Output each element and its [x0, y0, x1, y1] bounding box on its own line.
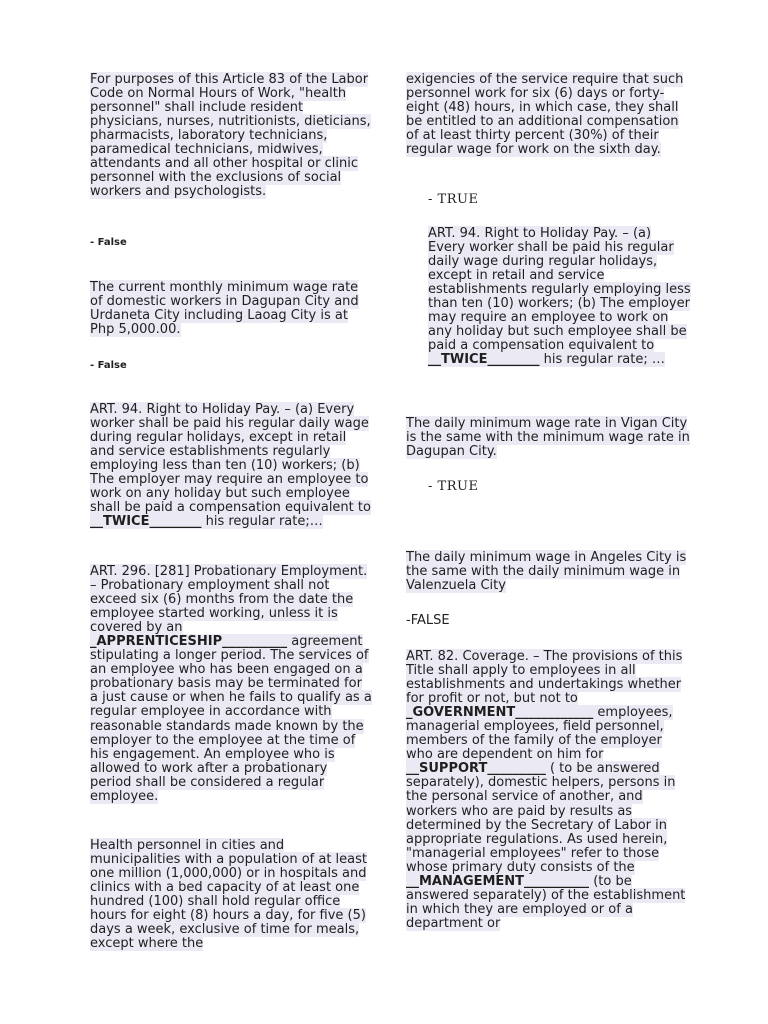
question-text: his regular rate; …: [539, 352, 665, 368]
question-health-hours: [90, 839, 372, 951]
question-probationary: [90, 565, 372, 804]
question-text: ART. 82. Coverage. – The provisions of this Title shall apply to employees in all establishments and undertakings whether for profit or not, but not to: [406, 649, 683, 707]
answer-blank: __TWICE________: [428, 352, 540, 368]
answer-false-1: - False: [90, 237, 127, 248]
question-text: The daily minimum wage rate in Vigan City is the same with the minimum wage rate in Dagupan City.: [406, 416, 690, 460]
question-text: ART. 94. Right to Holiday Pay. – (a) Every worker shall be paid his regular daily wage during regular holidays, except in retail and service establishments regularly employing less than ten (10) workers; (b) The employer may require an employee to work on any holiday but such employee shall be paid a compensation equivalent to: [428, 226, 691, 354]
question-health-hours-continued: [406, 73, 692, 157]
question-text: Health personnel in cities and municipalities with a population of at least one million (1,000,000) or in hospitals and clinics with a bed capacity of at least one hundred (100) shall hold regular office hours for eight (8) hours a day, for five (5) days a week, exclusive of time for meals, except where the: [90, 838, 367, 952]
question-text: ART. 94. Right to Holiday Pay. – (a) Every worker shall be paid his regular daily wage during regular holidays, except in retail and service establishments regularly employing less than ten (10) workers; (b) The employer may require an employee to work on any holiday but such employee shall be paid a compensation equivalent to: [90, 402, 371, 516]
question-vigan-wage: [406, 417, 692, 459]
answer-blank: _GOVERNMENT____________: [406, 705, 594, 721]
answer-true-2: - TRUE: [428, 479, 479, 494]
question-text: The daily minimum wage in Angeles City is the same with the daily minimum wage in Valenzuela City: [406, 550, 687, 594]
answer-false-3: -FALSE: [406, 613, 450, 628]
answer-blank: __SUPPORT_________: [406, 761, 546, 777]
question-coverage: [406, 650, 692, 931]
answer-false-2: - False: [90, 360, 127, 371]
question-text: (to be answered separately) of the establishment in which they are employed or of a department or: [406, 873, 686, 931]
question-text: ( to be answered separately), domestic helpers, persons in the personal service of another, and workers who are paid by results as determined by the Secretary of Labor in appropriate regulations. As used herein, "managerial employees" refer to those whose primary duty consists of the: [406, 761, 676, 875]
question-text: For purposes of this Article 83 of the Labor Code on Normal Hours of Work, "health personnel" shall include resident physicians, nurses, nutritionists, dieticians, pharmacists, laboratory technicians, paramedical technicians, midwives, attendants and all other hospital or clinic personnel with the exclusions of social workers and psychologists.: [90, 72, 371, 200]
answer-blank: __MANAGEMENT__________: [406, 873, 590, 889]
question-text: The current monthly minimum wage rate of domestic workers in Dagupan City and Urdaneta City including Laoag City is at Php 5,000.00.: [90, 280, 359, 338]
question-text: ART. 296. [281] Probationary Employment. – Probationary employment shall not exceed six (6) months from the date the employee started working, unless it is covered by an: [90, 564, 368, 636]
answer-blank: __TWICE________: [90, 514, 202, 530]
question-angeles-wage: [406, 551, 692, 593]
question-text: agreement stipulating a longer period. The services of an employee who has been engaged on a probationary basis may be terminated for a just cause or when he fails to qualify as a regular employee in accordance with reasonable standards made known by the employer to the employee at the time of his engagement. An employee who is allowed to work after a probationary period shall be considered a regular employee.: [90, 634, 372, 804]
question-domestic-wage: [90, 281, 372, 337]
answer-true-1: - TRUE: [428, 192, 479, 207]
question-holiday-pay: [90, 403, 372, 529]
question-health-personnel: [90, 73, 372, 199]
question-holiday-pay-2: [428, 227, 692, 367]
question-text: his regular rate;…: [201, 514, 323, 530]
answer-blank: _APPRENTICESHIP__________: [90, 634, 288, 650]
question-text: employees, managerial employees, field personnel, members of the family of the employer who are dependent on him for: [406, 705, 673, 763]
question-text: exigencies of the service require that such personnel work for six (6) days or forty-eight (48) hours, in which case, they shall be entitled to an additional compensation of at least thirty percent (30%) of their regular wage for work on the sixth day.: [406, 72, 684, 158]
